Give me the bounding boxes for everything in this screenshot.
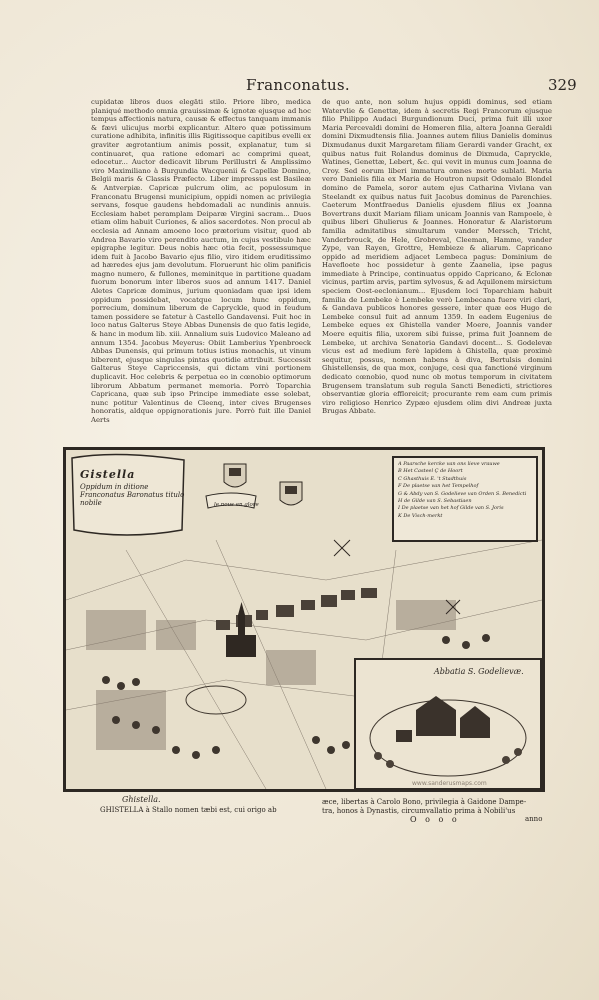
catchword: anno	[525, 815, 543, 823]
legend-item: I De plaetse van het hof Gilde van S. Joris	[398, 505, 504, 512]
motto-banner: le nous en glore	[214, 502, 259, 508]
footer-text-right	[322, 798, 554, 815]
right-column-text: de quo ante, non solum hujus oppidi dominus, sed etiam Watervlie & Genettæ, idem à secretis Regi Francorum ejusque filio Philippo Audaci Burgundionum Duci, prima fuit illi uxor Maria Percevaldi domini de Homeren filia, altera Joanna Geraldi domini Dixmudtensis filia. Joannes autem filius Danielis dominus Dixmudanus duxit Margaretam filiam Gerardi vander Gracht, ex quibus natus fuit Rolandus dominus de Dixmuda, Capryckle, Watines, Genettæ, Lebert, &c. qui vevit in munus cum Joanna de Croy. Sed eorum liberi immatura omnes morte sublati. Maria vero Danielis filia ex Maria de Houtron nupsit Odomalo Blondel domino de Pamela, soror autem ejus Catharina Vivlana van Steelandt ex quibus natus fuit Jacobus dominus de Parenchies. Caeterum Montfraedus Danielis ejusdem filius ex Joanna Bovertrans duxit Mariam filiam unicam Joannis van Rampoele, è quibus liberi Ghulierus & Joannes. Honoratur & Alaristorum familia admitatibus simultarum vander Merssch, Tricht, Vanderbrouck, de Hele, Grobreval, Cleeman, Hamme, vander Zype, van Rayen, Grottre, Hembieze & aliarum. Capricano oppido ad meridiem adjacet Lembeca pagus: Dominium de Havefloete hoc possidetur à gente Zaanelia, ipse pagus immediate à Principe, continuatus oppido Capricano, & Eclonæ vicinus, partim arvis, partim sylvosus, & ad Aquilonem mirsictum speciem Oost-eeclonianum... Ejusdem loci Toparchiam habuit familia de Lembeke è Lembeke verò Lembecana fuere viri clari, & Gandava publicos honores gessere, inter quæ eos Hugo de Lembeke consul fuit ad annum 1359. In eadem Eugenius de Lembeke eques ex Ghistella vander Moere, Joannis vander Moere equitis filia, uxorem sibi fuisse, prima fuit Joannem de Lembeke, ut archiva Senatoria Gandavi docent... S. Godelevæ vicus est ad medium ferè lapidem à Ghistella, quæ proximè sequitur, possus, nomen habens à diva, Bertulsis domini Ghistellensis, de qua mox, conjuge, cesi qua fanctioné virginum dedicato cœnobio, quod nunc ob motus temporum in civitatem Brugensem translatum sub regula Sancti Benedicti, strictiores observantiæ gloria effloreicit; procurante rem eam cum primis viro religioso Henrico Zypæo ejusdem olim divi Andreæ juxta Brugas Abbate.	[322, 98, 552, 416]
abbey-inset-map	[354, 658, 542, 790]
engraved-map	[63, 447, 545, 792]
text-column-left	[91, 98, 311, 425]
legend-item: G & Abdy van S. Godelieve van Orden S. Benedicti	[398, 490, 527, 497]
page-number: 329	[548, 76, 577, 94]
footer-line: æce, libertas à Carolo Bono, privilegia à Gaidone Dampe-	[322, 798, 527, 806]
legend-item: F De plaetse van het Tempelhof	[398, 483, 479, 490]
footer-text-left: GHISTELLA à Stallo nomen tæbi est, cui origo ab	[100, 806, 277, 814]
text-column-right	[322, 98, 552, 416]
legend-item: K De Visch-merkt	[398, 512, 443, 519]
map-subtitle: Oppidum in ditione Franconatus Baronatus titulo nobile	[80, 483, 185, 507]
left-column-text: cupidatæ libros duos elegāti stilo. Priore libro, medica planiqué methodo omnia grauissimæ & ignotæ ejusque ad hoc tempus affectionis natura, causæ & effectus tanquam immanis & fævi ulicujus morbi explicantur. Altero quæ potissimum curatione adhibita, infinitis illis Rigitissoque capitibus evelli ex graviter ægrotantium animis possit, explanatur, tum si continuaret, qua ratione edomari ac comprimi queat, edocetur... Auctor dedicavit librum Perillustri & Amplissimo viro Maximiliano à Burgundia Wacquenii & Capellæ Domino, Belgii maris & Classis Præfecto. Liber impressus est Basileæ & Antverpiæ. Capricæ pulcrum olim, ac populosum in Franconatu Brugensi municipium, oppidi nomen ac privilegia servans, fosque gaudens hebdomadali ac nundinis annuis. Ecclesiam habet peramplam Deiparæ Virgini sacram... Duos etiam olim habuit Curiones, & alios sacerdotes. Non procul ab ecclesia ad Annam amoeno loco prætorium visitur, quod ab Andrea Bavario viro perendito auctum, in cujus vestibulo hæc epigraphe legitur. Deus nobis hæc otia fecit, possessumque idem fuit à Jacobo Bavario ejus filio, viro itidem eruditissimo ad hæredes ejus jam devolutum. Floruerunt hic olim panificis magno numero, & fullones, meminitque in partitione quadam fuorum bonorum inter liberos suos ad annum 1417. Daniel Aletes Capricæ dominus, jurium quoniadam quæ ipsi idem oppidum possidebat, vocatque locum hunc oppidum, porrecium, dominum liberum de Capryckle, quod in feudum tamen possidere se fatetur à Castello Gandavensi. Fuit hoc in loco natus Galterus Steye Abbas Dunensis de quo fatis legide, & hanc in modum lib. xiii. Annalium suis Ludovico Maleano ad annum 1354. Jacobus Meyerus: Obiit Lamberius Ypenbroeck Abbas Dunensis, qui primum totius istius monachis, ut vinum biberent, ejusque singulas pintas quotidie attribuit. Successit Galterus Steye Capriccensis, qui dictam vini portionem duplicavit. Hoc celebris & perpetua eo in cœnobio optimorum librorum Abbatum permanet memoria. Porrò Toparchia Capricana, quæ sub ipso Principe immediate esse solebat, nunc potitur Valentinus de Cleenq, inter cives Brugenses honoratis, aldque oppignorationis jure. Porrò fuit ille Daniel Aerts	[91, 98, 311, 424]
footer-line: tra, honos à Dynastis, circumvallatio prima à Nobili'us	[322, 806, 516, 815]
legend-item: H de Gilde van S. Sebastiaen	[398, 498, 472, 505]
abbey-illustration	[356, 660, 540, 788]
watermark: www.sanderusmaps.com	[412, 780, 487, 787]
running-header: Franconatus.	[246, 76, 350, 94]
legend-item: A Paarsche kercke van ons lieve vrauwe	[398, 461, 500, 467]
legend-item: B Het Casteel Ç de Hoort	[398, 468, 463, 475]
map-caption: Ghistella.	[122, 795, 161, 804]
map-title-cartouche	[72, 456, 190, 532]
map-title: Gistella	[80, 468, 136, 481]
legend-item: C Ghasthuis E. 't Stadthuis	[398, 475, 467, 482]
inset-title: Abbatia S. Godelievæ.	[434, 667, 524, 676]
map-legend	[392, 456, 538, 542]
signature-mark: O o o o	[410, 815, 460, 824]
